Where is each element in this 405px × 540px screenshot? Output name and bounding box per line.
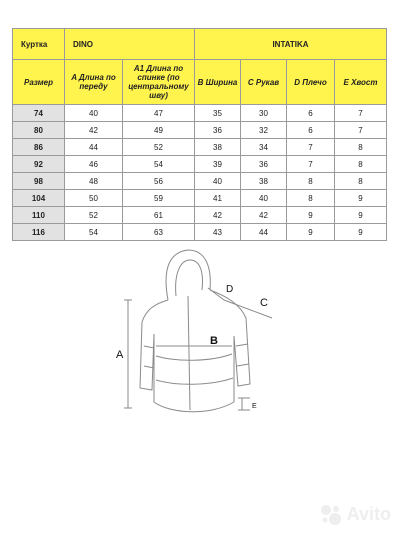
table-cell: 9 — [287, 224, 335, 241]
table-cell: 7 — [335, 122, 387, 139]
table-cell: 46 — [65, 156, 123, 173]
table-cell: 54 — [65, 224, 123, 241]
table-cell: 6 — [287, 122, 335, 139]
table-cell: 7 — [287, 156, 335, 173]
table-cell: 36 — [195, 122, 241, 139]
table-cell: 42 — [195, 207, 241, 224]
column-header: C Рукав — [241, 60, 287, 105]
table-cell: 54 — [123, 156, 195, 173]
table-cell: 38 — [195, 139, 241, 156]
table-cell: 42 — [65, 122, 123, 139]
jacket-diagram — [100, 238, 340, 428]
label-d: D — [226, 284, 234, 295]
table-cell: 34 — [241, 139, 287, 156]
table-cell: 8 — [287, 173, 335, 190]
table-cell: 35 — [195, 105, 241, 122]
table-cell: 8 — [335, 173, 387, 190]
table-cell: 32 — [241, 122, 287, 139]
table-cell: 63 — [123, 224, 195, 241]
table-row — [13, 156, 387, 173]
column-header: Размер — [13, 60, 65, 105]
table-cell: 9 — [335, 207, 387, 224]
watermark-text: Avito — [346, 503, 391, 524]
label-c: C — [260, 297, 268, 309]
table-cell: 9 — [335, 224, 387, 241]
column-header: A Длина по переду — [65, 60, 123, 105]
size-cell: 110 — [13, 207, 65, 224]
size-cell: 86 — [13, 139, 65, 156]
table-row — [13, 139, 387, 156]
table-row — [13, 105, 387, 122]
table-row — [13, 122, 387, 139]
table-title-row — [13, 29, 387, 60]
table-cell: 39 — [195, 156, 241, 173]
table-cell: 59 — [123, 190, 195, 207]
jacket-measurement-svg — [100, 238, 340, 428]
size-table — [12, 28, 387, 241]
model-name: DINO — [65, 29, 195, 60]
table-cell: 48 — [65, 173, 123, 190]
table-cell: 30 — [241, 105, 287, 122]
table-cell: 40 — [241, 190, 287, 207]
table-cell: 8 — [287, 190, 335, 207]
table-cell: 49 — [123, 122, 195, 139]
table-cell: 52 — [123, 139, 195, 156]
size-cell: 80 — [13, 122, 65, 139]
table-row — [13, 190, 387, 207]
table-cell: 9 — [287, 207, 335, 224]
table-cell: 52 — [65, 207, 123, 224]
table-cell: 6 — [287, 105, 335, 122]
table-cell: 41 — [195, 190, 241, 207]
size-cell: 104 — [13, 190, 65, 207]
size-cell: 98 — [13, 173, 65, 190]
table-cell: 42 — [241, 207, 287, 224]
table-cell: 38 — [241, 173, 287, 190]
label-b: B — [210, 335, 218, 347]
table-cell: 7 — [335, 105, 387, 122]
table-cell: 8 — [335, 156, 387, 173]
column-header: B Ширина — [195, 60, 241, 105]
brand-name: INTATIKA — [195, 29, 387, 60]
column-header: E Хвост — [335, 60, 387, 105]
table-header-row — [13, 60, 387, 105]
table-cell: 40 — [195, 173, 241, 190]
column-header: A1 Длина по спинке (по центральному шву) — [123, 60, 195, 105]
size-cell: 116 — [13, 224, 65, 241]
table-cell: 36 — [241, 156, 287, 173]
table-row — [13, 173, 387, 190]
label-a: A — [116, 349, 124, 361]
table-cell: 7 — [287, 139, 335, 156]
table-cell: 9 — [335, 190, 387, 207]
table-row — [13, 207, 387, 224]
table-cell: 56 — [123, 173, 195, 190]
table-cell: 40 — [65, 105, 123, 122]
size-cell: 92 — [13, 156, 65, 173]
table-cell: 44 — [65, 139, 123, 156]
avito-watermark — [319, 502, 391, 526]
table-cell: 50 — [65, 190, 123, 207]
size-cell: 74 — [13, 105, 65, 122]
table-cell: 47 — [123, 105, 195, 122]
jacket-outline — [140, 250, 250, 412]
label-e: E — [252, 403, 257, 410]
table-cell: 8 — [335, 139, 387, 156]
size-chart — [12, 28, 387, 241]
measurement-lines — [124, 288, 272, 410]
jacket-label: Куртка — [13, 29, 65, 60]
column-header: D Плечо — [287, 60, 335, 105]
table-cell: 44 — [241, 224, 287, 241]
table-cell: 61 — [123, 207, 195, 224]
avito-logo-icon — [319, 502, 343, 526]
table-cell: 43 — [195, 224, 241, 241]
